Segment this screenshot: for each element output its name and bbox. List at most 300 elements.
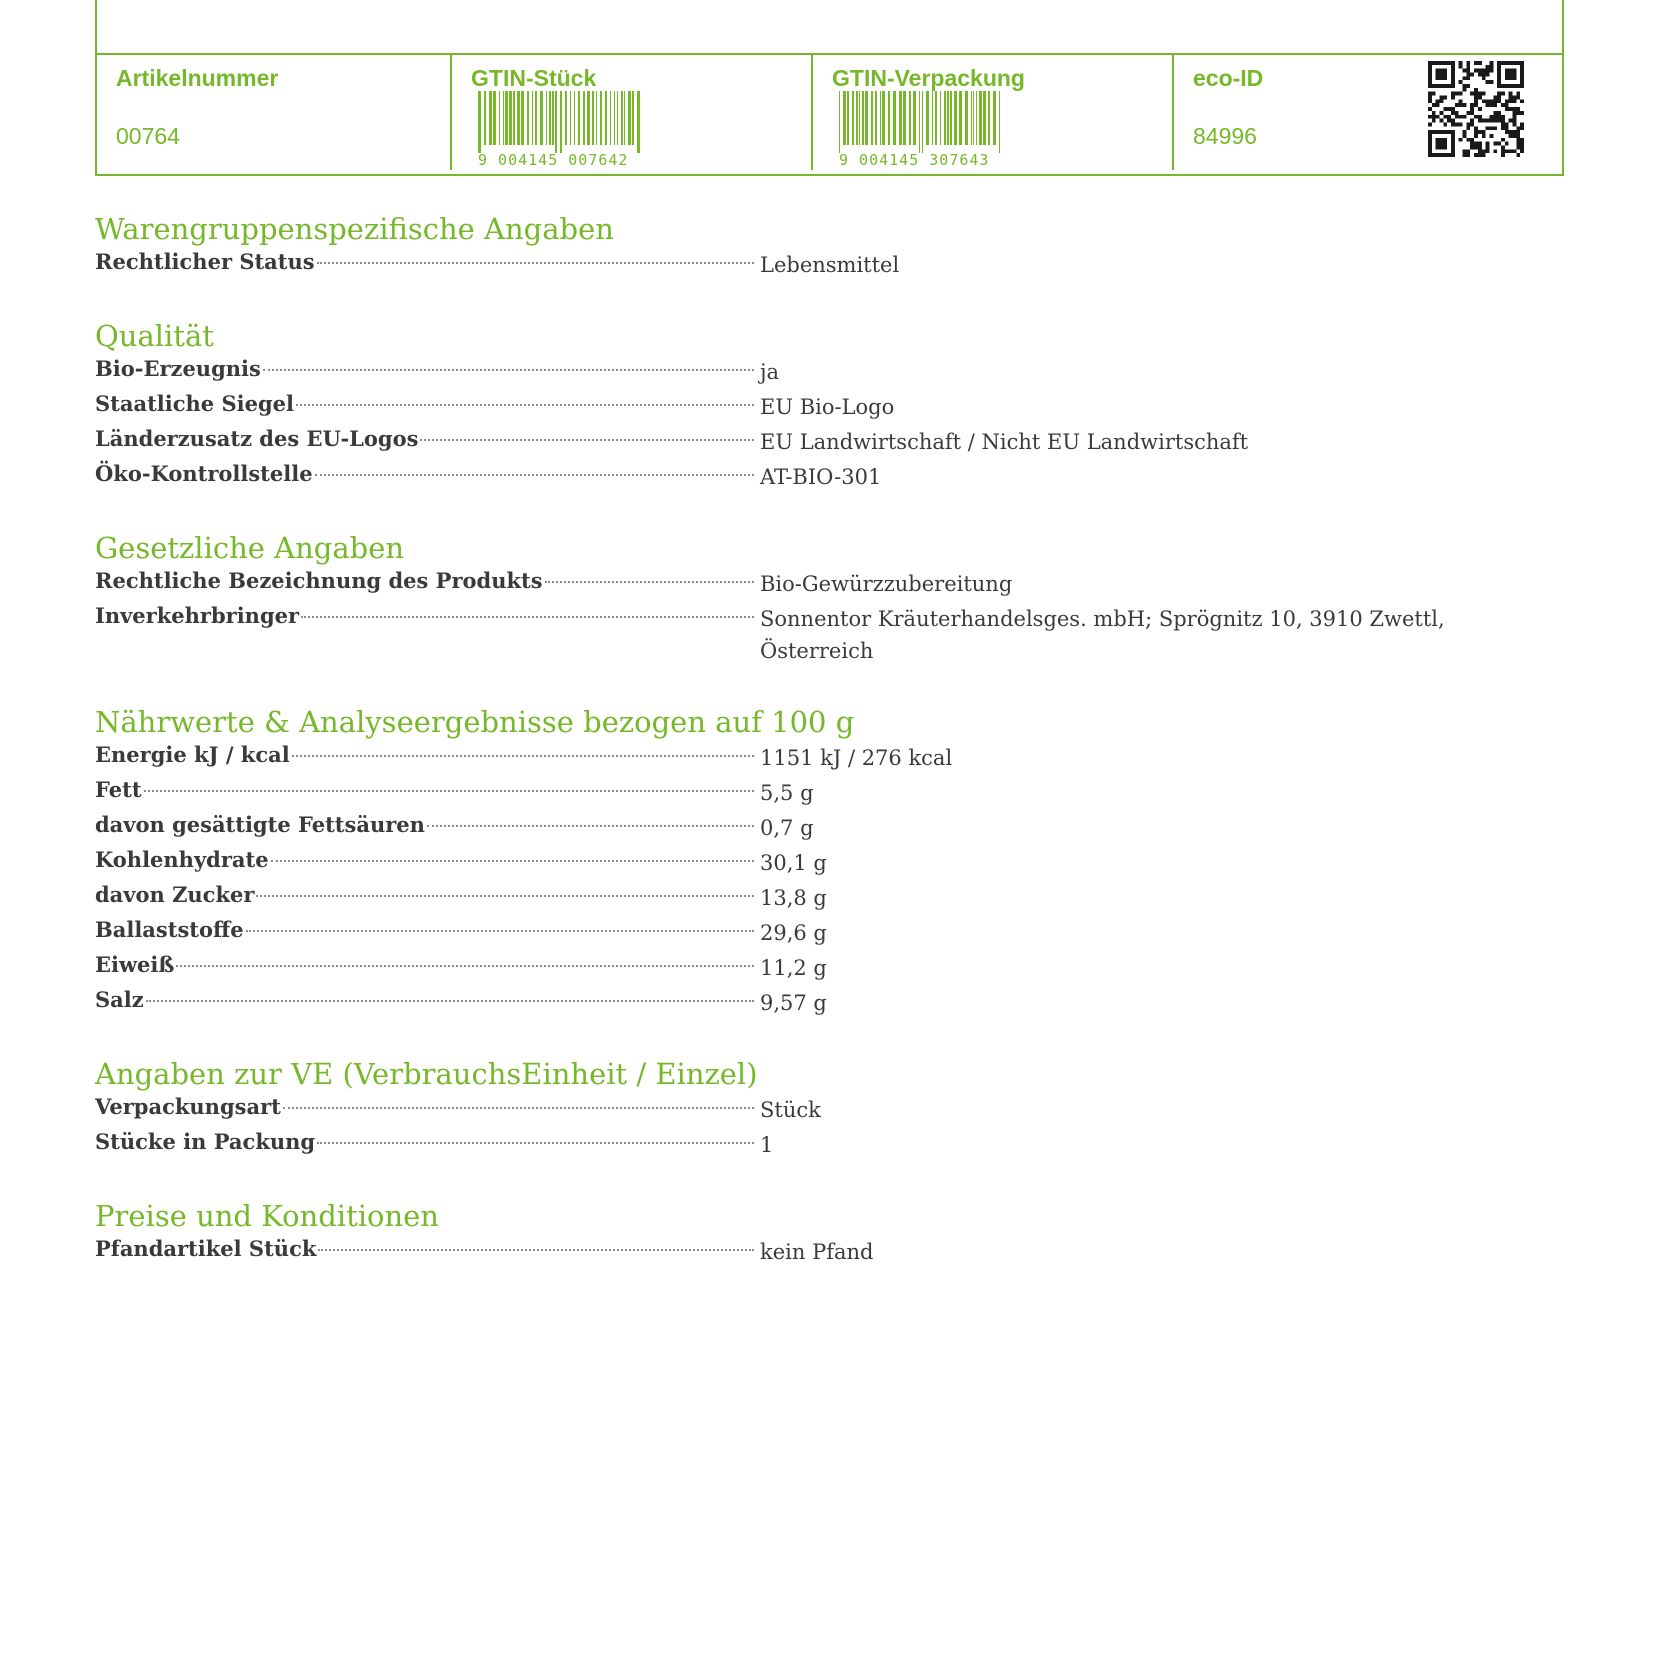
- qr-module: [1516, 153, 1520, 157]
- detail-label: Ballaststoffe: [95, 917, 244, 942]
- gtin-stueck-cell: [452, 55, 813, 170]
- detail-label: Staatliche Siegel: [95, 391, 294, 416]
- qr-module: [1428, 73, 1432, 77]
- qr-module: [1443, 61, 1447, 65]
- qr-module: [1474, 103, 1478, 107]
- qr-module: [1489, 103, 1493, 107]
- qr-module: [1482, 130, 1486, 134]
- qr-module: [1482, 149, 1486, 153]
- qr-module: [1493, 142, 1497, 146]
- barcode-bar: [517, 91, 520, 145]
- qr-module: [1493, 103, 1497, 107]
- barcode-bar: [839, 91, 840, 153]
- barcode-bar: [513, 91, 515, 145]
- qr-module: [1474, 88, 1478, 92]
- qr-module: [1440, 99, 1444, 103]
- qr-module: [1432, 111, 1436, 115]
- qr-module: [1512, 134, 1516, 138]
- qr-module: [1478, 153, 1482, 157]
- qr-module: [1436, 130, 1440, 134]
- detail-label: Bio-Erzeugnis: [95, 356, 261, 381]
- qr-module: [1509, 69, 1513, 73]
- barcode-bar: [999, 91, 1000, 153]
- qr-module: [1501, 92, 1505, 96]
- qr-module: [1451, 119, 1455, 123]
- qr-module: [1509, 73, 1513, 77]
- barcode-bar: [973, 91, 974, 145]
- qr-module: [1451, 145, 1455, 149]
- qr-module: [1443, 84, 1447, 88]
- barcode-bar: [932, 91, 933, 145]
- detail-value: 29,6 g: [760, 921, 827, 945]
- qr-module: [1459, 65, 1463, 69]
- qr-module: [1443, 76, 1447, 80]
- qr-module: [1428, 142, 1432, 146]
- detail-row: [95, 844, 1475, 879]
- qr-module: [1447, 130, 1451, 134]
- qr-module: [1512, 130, 1516, 134]
- qr-module: [1493, 126, 1497, 130]
- qr-module: [1512, 107, 1516, 111]
- qr-module: [1509, 119, 1513, 123]
- qr-module: [1432, 130, 1436, 134]
- detail-label: Länderzusatz des EU-Logos: [95, 426, 419, 451]
- artikelnummer-value: 00764: [116, 123, 180, 149]
- qr-module: [1466, 122, 1470, 126]
- qr-module: [1497, 99, 1501, 103]
- qr-module: [1512, 119, 1516, 123]
- barcode-bar: [880, 91, 881, 145]
- qr-module: [1432, 115, 1436, 119]
- qr-module: [1512, 61, 1516, 65]
- qr-module: [1512, 149, 1516, 153]
- qr-module: [1512, 73, 1516, 77]
- qr-module: [1474, 99, 1478, 103]
- qr-module: [1474, 96, 1478, 100]
- qr-module: [1497, 69, 1501, 73]
- barcode-bar: [600, 91, 602, 145]
- qr-module: [1505, 142, 1509, 146]
- qr-code-icon: [1428, 61, 1524, 157]
- qr-module: [1466, 76, 1470, 80]
- detail-row: [95, 949, 1475, 984]
- qr-module: [1482, 119, 1486, 123]
- barcode-bar: [596, 91, 597, 145]
- qr-module: [1520, 73, 1524, 77]
- qr-module: [1447, 119, 1451, 123]
- qr-module: [1489, 80, 1493, 84]
- qr-module: [1505, 73, 1509, 77]
- qr-module: [1428, 69, 1432, 73]
- qr-module: [1497, 80, 1501, 84]
- qr-module: [1512, 76, 1516, 80]
- eco-id-value: 84996: [1193, 123, 1257, 149]
- detail-label: Stücke in Packung: [95, 1129, 316, 1154]
- qr-module: [1470, 138, 1474, 142]
- qr-module: [1428, 122, 1432, 126]
- section-preise: [95, 1199, 1475, 1268]
- qr-module: [1482, 134, 1486, 138]
- qr-module: [1447, 84, 1451, 88]
- qr-module: [1486, 119, 1490, 123]
- qr-module: [1463, 84, 1467, 88]
- qr-module: [1428, 76, 1432, 80]
- barcode-bar: [965, 91, 968, 145]
- qr-module: [1489, 119, 1493, 123]
- qr-module: [1520, 145, 1524, 149]
- qr-module: [1478, 149, 1482, 153]
- qr-module: [1432, 103, 1436, 107]
- qr-module: [1459, 92, 1463, 96]
- qr-module: [1478, 96, 1482, 100]
- detail-value: EU Bio-Logo: [760, 395, 895, 419]
- qr-module: [1470, 122, 1474, 126]
- qr-module: [1428, 138, 1432, 142]
- qr-module: [1486, 69, 1490, 73]
- artikelnummer-cell: [97, 55, 452, 170]
- qr-module: [1509, 92, 1513, 96]
- detail-row: [95, 809, 1475, 844]
- barcode-bar: [614, 91, 615, 145]
- qr-module: [1493, 99, 1497, 103]
- detail-row: [95, 246, 1475, 281]
- qr-module: [1497, 115, 1501, 119]
- qr-module: [1470, 111, 1474, 115]
- qr-module: [1493, 111, 1497, 115]
- barcode-bar: [489, 91, 492, 145]
- qr-module: [1501, 126, 1505, 130]
- qr-module: [1436, 69, 1440, 73]
- qr-module: [1459, 80, 1463, 84]
- qr-module: [1520, 61, 1524, 65]
- qr-module: [1486, 126, 1490, 130]
- qr-module: [1428, 80, 1432, 84]
- gtin-verpackung-barcode-icon: [835, 91, 1005, 153]
- qr-module: [1432, 84, 1436, 88]
- qr-module: [1509, 134, 1513, 138]
- qr-module: [1509, 149, 1513, 153]
- qr-module: [1470, 107, 1474, 111]
- barcode-bar: [527, 91, 529, 145]
- qr-module: [1516, 84, 1520, 88]
- detail-label: Verpackungsart: [95, 1094, 281, 1119]
- qr-module: [1474, 153, 1478, 157]
- qr-module: [1497, 119, 1501, 123]
- barcode-bar: [944, 91, 946, 145]
- detail-row: [95, 879, 1475, 914]
- qr-module: [1428, 61, 1432, 65]
- qr-module: [1463, 115, 1467, 119]
- barcode-bar: [959, 91, 962, 145]
- qr-module: [1436, 142, 1440, 146]
- qr-module: [1466, 126, 1470, 130]
- detail-row: [95, 388, 1475, 423]
- qr-module: [1470, 119, 1474, 123]
- detail-value-line: Sonnentor Kräuterhandelsges. mbH; Sprögnitz 10, 3910 Zwettl,: [760, 607, 1445, 631]
- qr-module: [1516, 145, 1520, 149]
- qr-module: [1482, 76, 1486, 80]
- detail-value: 1151 kJ / 276 kcal: [760, 746, 953, 770]
- qr-module: [1505, 69, 1509, 73]
- qr-module: [1463, 103, 1467, 107]
- qr-module: [1489, 134, 1493, 138]
- qr-module: [1509, 99, 1513, 103]
- qr-module: [1474, 115, 1478, 119]
- qr-module: [1512, 96, 1516, 100]
- barcode-bar: [532, 91, 533, 145]
- qr-module: [1440, 84, 1444, 88]
- qr-module: [1443, 130, 1447, 134]
- qr-module: [1436, 84, 1440, 88]
- qr-module: [1440, 138, 1444, 142]
- qr-module: [1497, 73, 1501, 77]
- qr-module: [1505, 149, 1509, 153]
- qr-module: [1447, 61, 1451, 65]
- barcode-bar: [478, 91, 481, 153]
- section-gesetzlich: [95, 531, 1475, 667]
- barcode-bar: [862, 91, 864, 145]
- qr-module: [1436, 76, 1440, 80]
- qr-module: [1447, 153, 1451, 157]
- qr-module: [1466, 73, 1470, 77]
- detail-row: [95, 353, 1475, 388]
- qr-module: [1478, 61, 1482, 65]
- qr-module: [1486, 145, 1490, 149]
- section-title: Warengruppenspezifische Angaben: [95, 212, 614, 246]
- detail-value: 0,7 g: [760, 816, 814, 840]
- barcode-bar: [621, 91, 623, 145]
- barcode-bar: [909, 91, 911, 145]
- qr-module: [1474, 69, 1478, 73]
- qr-module: [1493, 115, 1497, 119]
- qr-module: [1432, 119, 1436, 123]
- barcode-bar: [570, 91, 571, 145]
- qr-module: [1474, 61, 1478, 65]
- qr-module: [1474, 130, 1478, 134]
- barcode-bar: [610, 91, 611, 145]
- qr-module: [1493, 96, 1497, 100]
- barcode-bar: [865, 91, 868, 145]
- qr-module: [1440, 96, 1444, 100]
- qr-module: [1466, 84, 1470, 88]
- qr-module: [1512, 111, 1516, 115]
- qr-module: [1463, 130, 1467, 134]
- qr-module: [1428, 130, 1432, 134]
- qr-module: [1436, 153, 1440, 157]
- detail-row: [95, 1126, 1475, 1161]
- barcode-bar: [871, 91, 873, 145]
- qr-module: [1428, 99, 1432, 103]
- qr-module: [1451, 111, 1455, 115]
- detail-value: 30,1 g: [760, 851, 827, 875]
- qr-module: [1482, 73, 1486, 77]
- qr-module: [1501, 61, 1505, 65]
- qr-module: [1436, 145, 1440, 149]
- qr-module: [1497, 92, 1501, 96]
- qr-module: [1497, 61, 1501, 65]
- qr-module: [1455, 92, 1459, 96]
- qr-module: [1432, 153, 1436, 157]
- qr-module: [1459, 61, 1463, 65]
- qr-module: [1482, 92, 1486, 96]
- barcode-bar: [560, 91, 562, 153]
- qr-module: [1440, 130, 1444, 134]
- qr-module: [1520, 111, 1524, 115]
- qr-module: [1443, 142, 1447, 146]
- qr-module: [1512, 122, 1516, 126]
- qr-module: [1463, 149, 1467, 153]
- qr-module: [1436, 73, 1440, 77]
- qr-module: [1486, 73, 1490, 77]
- barcode-bar: [552, 91, 554, 145]
- section-title: Preise und Konditionen: [95, 1199, 439, 1233]
- qr-module: [1489, 99, 1493, 103]
- header-top-strip: [97, 0, 1562, 55]
- qr-module: [1520, 149, 1524, 153]
- barcode-bar: [624, 91, 625, 145]
- qr-module: [1447, 115, 1451, 119]
- qr-module: [1497, 96, 1501, 100]
- qr-module: [1428, 134, 1432, 138]
- qr-module: [1478, 69, 1482, 73]
- qr-module: [1443, 145, 1447, 149]
- barcode-bar: [521, 91, 524, 145]
- detail-row: [95, 1233, 1475, 1268]
- qr-module: [1493, 119, 1497, 123]
- qr-module: [1443, 115, 1447, 119]
- detail-row: [95, 600, 1475, 667]
- detail-value: EU Landwirtschaft / Nicht EU Landwirtschaft: [760, 430, 1249, 454]
- qr-module: [1486, 80, 1490, 84]
- qr-module: [1512, 69, 1516, 73]
- qr-module: [1486, 149, 1490, 153]
- qr-module: [1428, 145, 1432, 149]
- detail-label: Inverkehrbringer: [95, 603, 300, 628]
- qr-module: [1520, 84, 1524, 88]
- barcode-bar: [913, 91, 916, 145]
- qr-module: [1443, 73, 1447, 77]
- section-warengruppe: [95, 212, 1475, 281]
- qr-module: [1459, 103, 1463, 107]
- qr-module: [1486, 99, 1490, 103]
- qr-module: [1466, 61, 1470, 65]
- qr-module: [1440, 73, 1444, 77]
- barcode-bar: [632, 91, 634, 145]
- barcode-bar: [947, 91, 949, 145]
- section-title: Qualität: [95, 319, 214, 353]
- detail-value: AT-BIO-301: [760, 465, 882, 489]
- qr-module: [1489, 61, 1493, 65]
- qr-module: [1478, 115, 1482, 119]
- qr-module: [1501, 145, 1505, 149]
- gtin-verpackung-number: 9 004145 307643: [839, 151, 990, 169]
- detail-value: Bio-Gewürzzubereitung: [760, 572, 1013, 596]
- qr-module: [1455, 122, 1459, 126]
- gtin-stueck-label: GTIN-Stück: [471, 65, 597, 91]
- detail-value-line: Österreich: [760, 639, 874, 663]
- qr-module: [1443, 138, 1447, 142]
- detail-label: davon Zucker: [95, 882, 255, 907]
- barcode-bar: [540, 91, 543, 145]
- qr-module: [1497, 84, 1501, 88]
- qr-module: [1478, 73, 1482, 77]
- qr-module: [1501, 153, 1505, 157]
- barcode-bar: [852, 91, 854, 145]
- qr-module: [1489, 65, 1493, 69]
- qr-module: [1432, 61, 1436, 65]
- qr-module: [1428, 153, 1432, 157]
- barcode-bar: [509, 91, 512, 145]
- qr-module: [1505, 76, 1509, 80]
- qr-module: [1520, 65, 1524, 69]
- qr-module: [1470, 142, 1474, 146]
- qr-module: [1451, 138, 1455, 142]
- qr-module: [1459, 115, 1463, 119]
- qr-module: [1451, 80, 1455, 84]
- qr-module: [1466, 111, 1470, 115]
- qr-module: [1482, 99, 1486, 103]
- detail-row: [95, 984, 1475, 1019]
- qr-module: [1443, 122, 1447, 126]
- qr-module: [1516, 61, 1520, 65]
- qr-module: [1520, 142, 1524, 146]
- qr-module: [1474, 134, 1478, 138]
- qr-module: [1463, 69, 1467, 73]
- qr-module: [1451, 149, 1455, 153]
- qr-module: [1516, 142, 1520, 146]
- qr-module: [1516, 92, 1520, 96]
- qr-module: [1436, 138, 1440, 142]
- barcode-bar: [971, 91, 972, 145]
- barcode-bar: [875, 91, 877, 145]
- barcode-bar: [976, 91, 977, 145]
- qr-module: [1440, 153, 1444, 157]
- qr-module: [1520, 76, 1524, 80]
- qr-module: [1505, 107, 1509, 111]
- detail-row: [95, 565, 1475, 600]
- qr-module: [1436, 99, 1440, 103]
- detail-label: Rechtlicher Status: [95, 249, 315, 274]
- barcode-bar: [993, 91, 996, 145]
- barcode-bar: [922, 91, 923, 153]
- detail-label: Kohlenhydrate: [95, 847, 269, 872]
- barcode-bar: [954, 91, 957, 145]
- barcode-bar: [843, 91, 846, 145]
- qr-module: [1474, 126, 1478, 130]
- qr-module: [1520, 99, 1524, 103]
- qr-module: [1455, 115, 1459, 119]
- barcode-bar: [882, 91, 885, 145]
- qr-module: [1459, 99, 1463, 103]
- eco-id-cell: [1174, 55, 1562, 170]
- barcode-bar: [859, 91, 860, 145]
- barcode-bar: [856, 91, 858, 145]
- qr-module: [1520, 69, 1524, 73]
- qr-module: [1501, 149, 1505, 153]
- qr-module: [1466, 65, 1470, 69]
- qr-module: [1474, 92, 1478, 96]
- qr-module: [1520, 138, 1524, 142]
- detail-row: [95, 423, 1475, 458]
- detail-label: davon gesättigte Fettsäuren: [95, 812, 425, 837]
- barcode-bar: [546, 91, 547, 145]
- detail-row: [95, 458, 1475, 493]
- barcode-bar: [899, 91, 902, 145]
- qr-module: [1486, 103, 1490, 107]
- qr-module: [1482, 69, 1486, 73]
- qr-module: [1428, 84, 1432, 88]
- qr-module: [1505, 61, 1509, 65]
